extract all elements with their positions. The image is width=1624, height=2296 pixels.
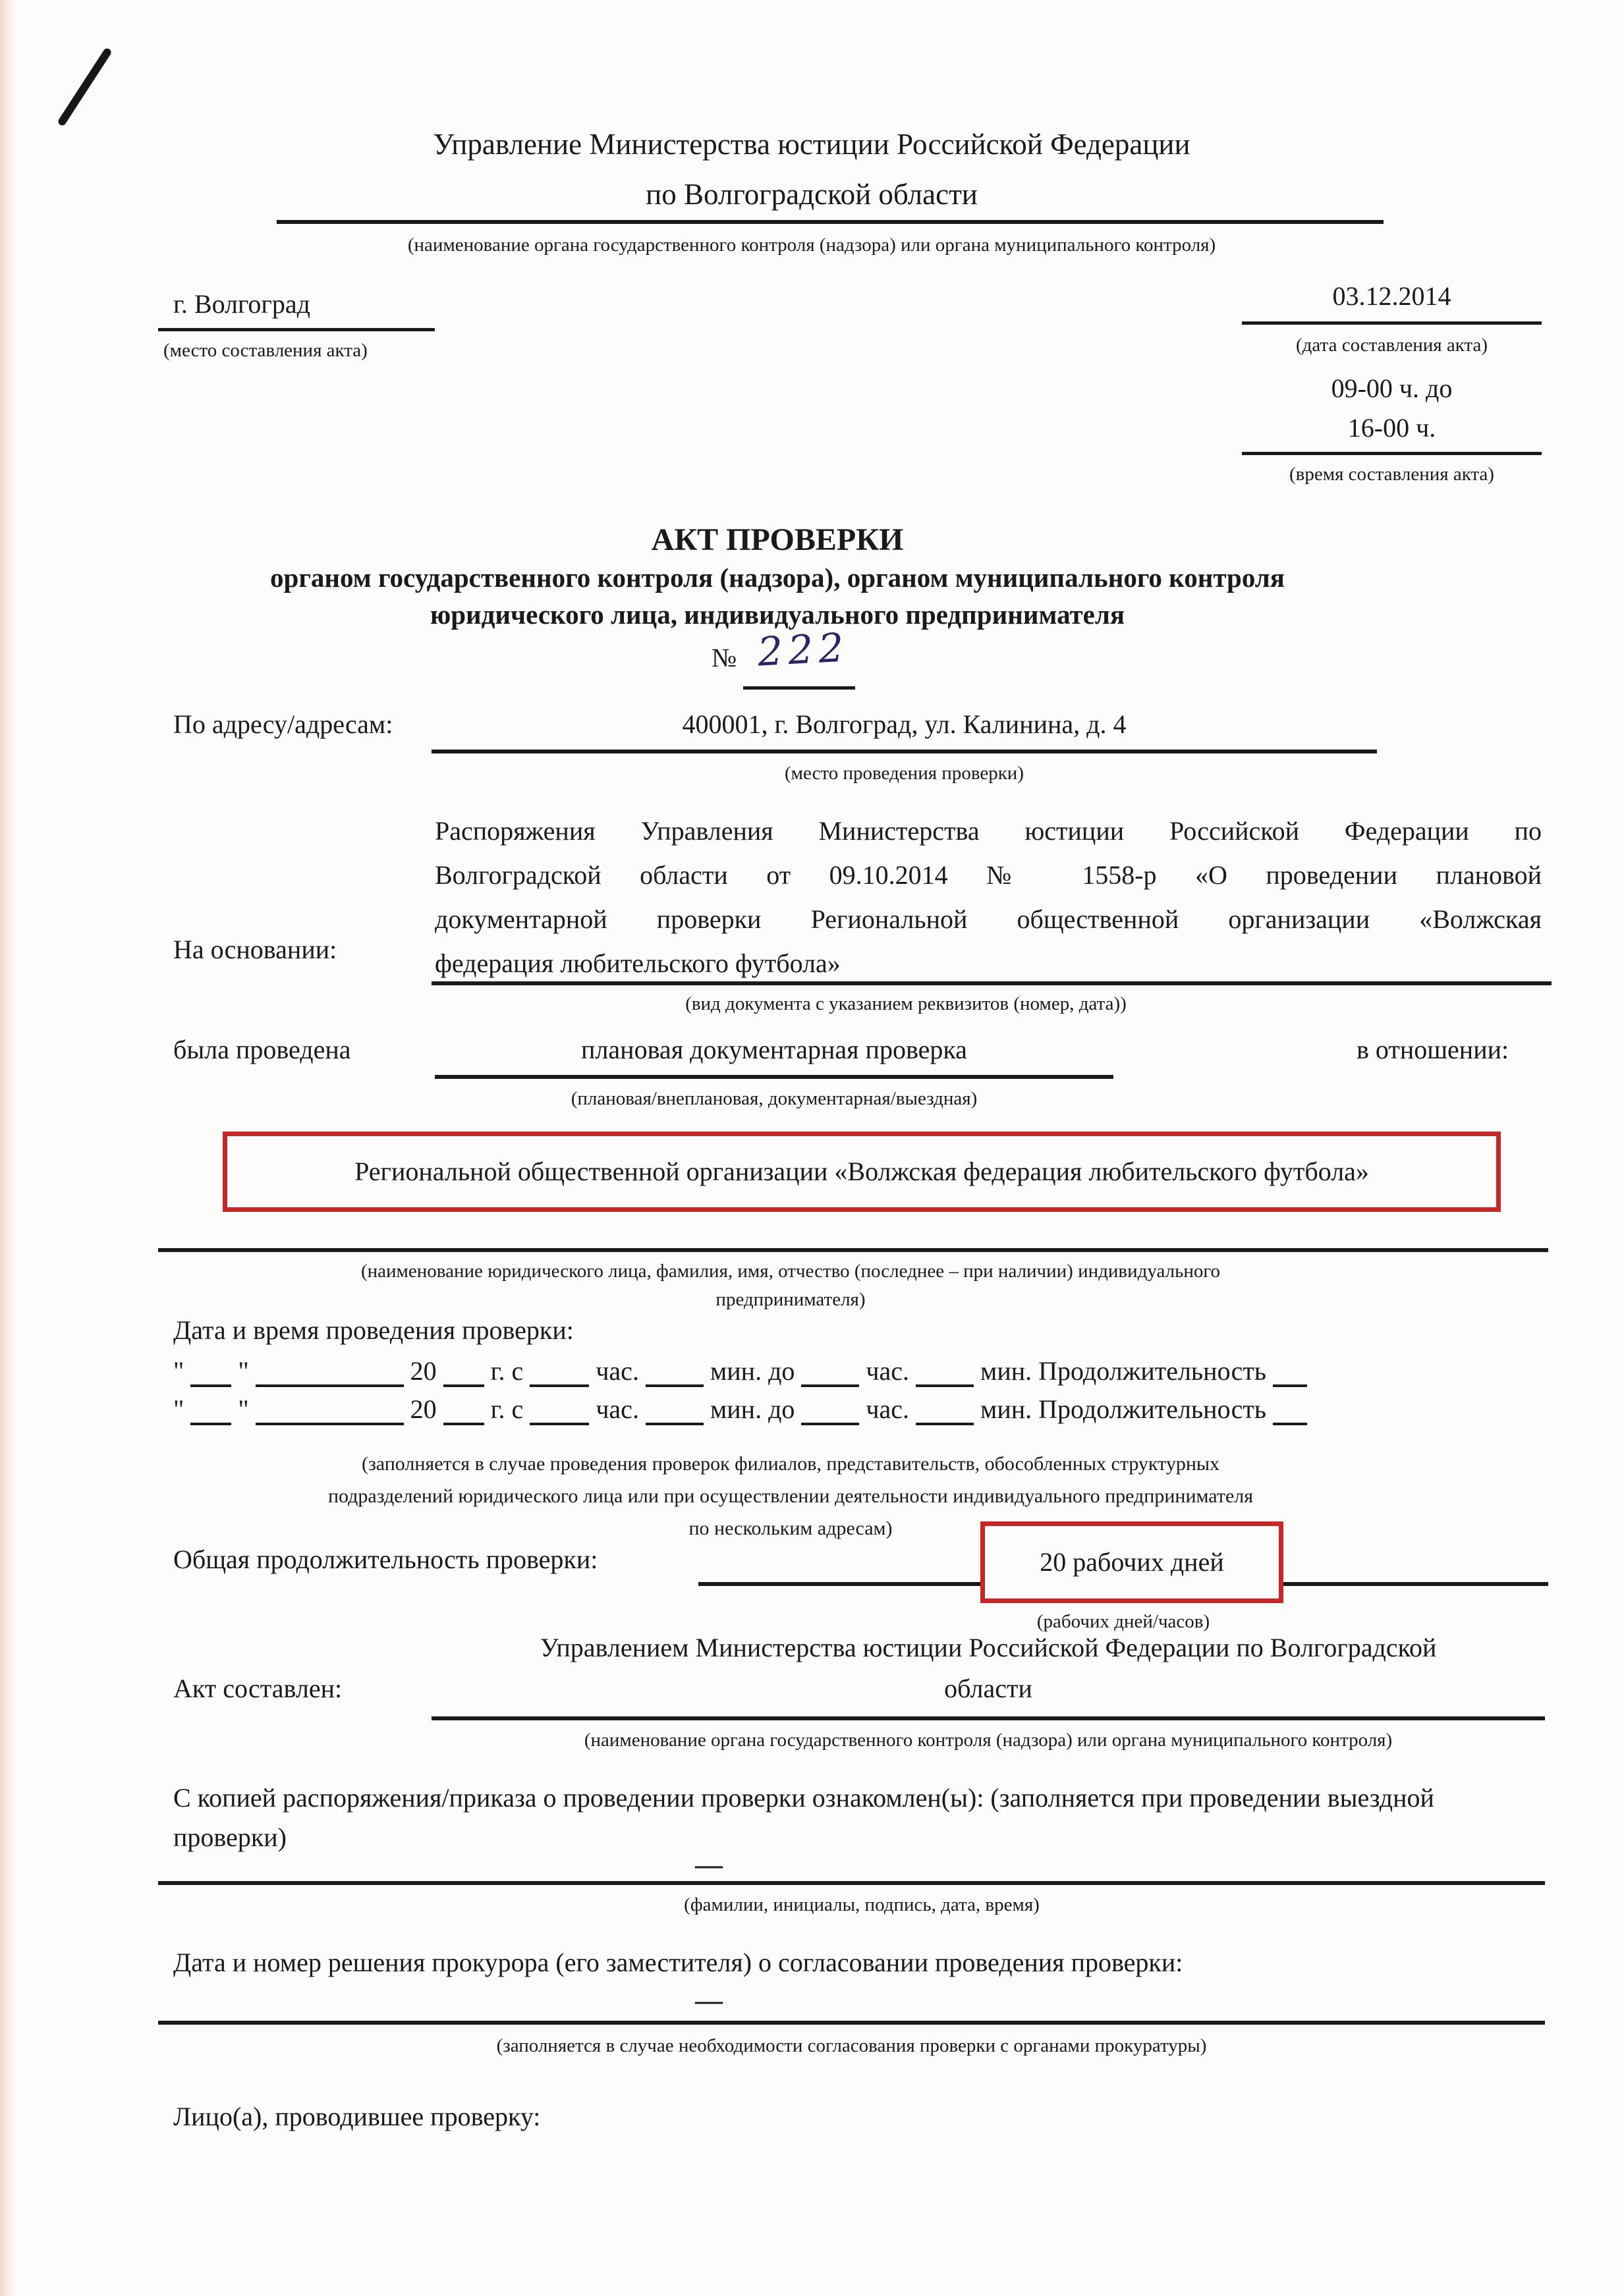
scan-edge-artifact [0,0,17,2296]
inspection-type-caption: (плановая/внеплановая, документарная/выездная) [571,1088,978,1109]
inspector-section-label: Лицо(а), проводившее проверку: [173,2102,541,2131]
subject-organization-name: Региональной общественной организации «Волжская федерация любительского футбола» [354,1157,1369,1186]
copy-underline [158,1881,1545,1885]
minute-blank [916,1395,974,1425]
prosecutor-caption: (заполняется в случае необходимости согласования проверки с органами прокуратуры) [496,2035,1207,2056]
year-suffix: г. с [490,1356,524,1386]
total-duration-caption: (рабочих дней/часов) [1036,1611,1210,1632]
subject-caption-line2: предпринимателя) [715,1289,866,1310]
act-place-caption: (место составления акта) [163,340,368,361]
basis-line: федерация любительского футбола» [435,948,841,978]
copy-acknowledgement-text: С копией распоряжения/приказа о проведении проверки ознакомлен(ы): (заполняется при проведении выездной проверки) [173,1783,1434,1852]
prosecutor-dash-mark: — [695,1986,723,2016]
basis-caption: (вид документа с указанием реквизитов (номер, дата)) [685,993,1127,1014]
quote-mark: " [238,1394,249,1424]
act-time-from: 09-00 ч. до [1331,373,1453,403]
datetime-note-line1: (заполняется в случае проведения проверок филиалов, представительств, обособленных структурных [361,1453,1220,1475]
act-time-caption: (время составления акта) [1289,464,1494,485]
act-number-label: № [712,643,737,672]
year-prefix: 20 [410,1394,437,1424]
year-suffix: г. с [490,1394,524,1424]
highlight-box-subject [223,1132,1501,1212]
copy-dash-mark: — [695,1850,723,1880]
prosecutor-underline [158,2021,1545,2025]
day-blank [190,1357,231,1387]
inspection-suffix: в отношении: [1357,1035,1509,1064]
issuing-authority-line1: Управление Министерства юстиции Российской Федерации [433,128,1190,161]
prosecutor-decision-text: Дата и номер решения прокурора (его заместителя) о согласовании проведения проверки: [173,1948,1183,1977]
act-made-caption: (наименование органа государственного контроля (надзора) или органа муниципального контроля) [584,1730,1393,1751]
year-blank [443,1357,484,1387]
hours-label: час. [596,1394,639,1424]
act-made-underline [432,1716,1545,1720]
act-place-underline [158,328,435,331]
act-date-value: 03.12.2014 [1332,281,1451,311]
act-made-value-line2: области [944,1674,1032,1703]
datetime-blank-row-2 [173,1394,1307,1425]
datetime-note-line2: подразделений юридического лица или при осуществлении деятельности индивидуального предпринимателя [327,1485,1254,1507]
issuing-authority-caption: (наименование органа государственного контроля (надзора) или органа муниципального контроля) [407,234,1216,256]
address-caption: (место проведения проверки) [785,763,1024,784]
address-label: По адресу/адресам: [173,709,393,739]
hour-blank [530,1395,589,1425]
copy-caption: (фамилии, инициалы, подпись, дата, время) [684,1894,1040,1915]
duration-label: мин. Продолжительность [980,1394,1267,1424]
document-title-line2: органом государственного контроля (надзора), органом муниципального контроля [270,562,1285,593]
duration-blank [1273,1395,1307,1425]
datetime-section-label: Дата и время проведения проверки: [173,1315,574,1345]
minutes-to-label: мин. до [710,1356,795,1386]
address-value: 400001, г. Волгоград, ул. Калинина, д. 4 [682,709,1127,739]
duration-blank [1273,1357,1307,1387]
act-number-underline [743,686,855,690]
minutes-to-label: мин. до [710,1394,795,1424]
header-rule [277,220,1384,224]
highlight-box-duration [980,1521,1283,1603]
minute-blank [646,1395,704,1425]
act-place-value: г. Волгоград [173,289,310,319]
act-made-value-line1: Управлением Министерства юстиции Российской Федерации по Волгоградской [540,1633,1437,1662]
hour-blank [530,1357,589,1387]
month-blank [256,1395,404,1425]
quote-mark: " [238,1356,249,1386]
act-number-handwritten: 222 [756,624,851,676]
basis-line: документарной проверки Региональной общественной организации «Волжская [435,904,1542,934]
basis-line: Распоряжения Управления Министерства юстиции Российской Федерации по [435,816,1542,846]
basis-underline [432,981,1552,985]
inspection-type-underline [435,1075,1113,1079]
issuing-authority-line2: по Волгоградской области [646,178,978,211]
hour-blank [801,1357,859,1387]
day-blank [190,1395,231,1425]
duration-label: мин. Продолжительность [980,1356,1267,1386]
basis-paragraph [435,809,1542,985]
basis-label: На основании: [173,935,337,964]
act-made-label: Акт составлен: [173,1674,343,1703]
datetime-blank-row-1 [173,1355,1307,1387]
total-duration-label: Общая продолжительность проверки: [173,1544,598,1574]
document-title: АКТ ПРОВЕРКИ [651,522,904,557]
quote-mark: " [173,1356,184,1386]
subject-underline [158,1248,1548,1252]
subject-caption-line1: (наименование юридического лица, фамилия, имя, отчество (последнее – при наличии) индивидуального [360,1261,1221,1282]
minute-blank [646,1357,704,1387]
act-date-caption: (дата составления акта) [1296,335,1488,356]
year-blank [443,1395,484,1425]
quote-mark: " [173,1394,184,1424]
hours-label: час. [866,1394,910,1424]
minute-blank [916,1357,974,1387]
act-time-underline [1242,452,1542,455]
total-duration-value: 20 рабочих дней [1040,1547,1224,1577]
datetime-note-line3: по нескольким адресам) [688,1517,893,1539]
hours-label: час. [596,1356,639,1386]
hour-blank [801,1395,859,1425]
month-blank [256,1357,404,1387]
inspection-type-value: плановая документарная проверка [581,1035,967,1064]
act-date-underline [1242,321,1542,325]
document-title-line3: юридического лица, индивидуального предпринимателя [430,599,1125,630]
act-time-to: 16-00 ч. [1347,413,1436,443]
year-prefix: 20 [410,1356,437,1386]
pen-mark [57,47,113,126]
hours-label: час. [866,1356,910,1386]
basis-line: Волгоградской области от 09.10.2014 № 1558-р «О проведении плановой [435,860,1542,890]
address-underline [432,750,1377,753]
inspection-label: была проведена [173,1035,351,1064]
